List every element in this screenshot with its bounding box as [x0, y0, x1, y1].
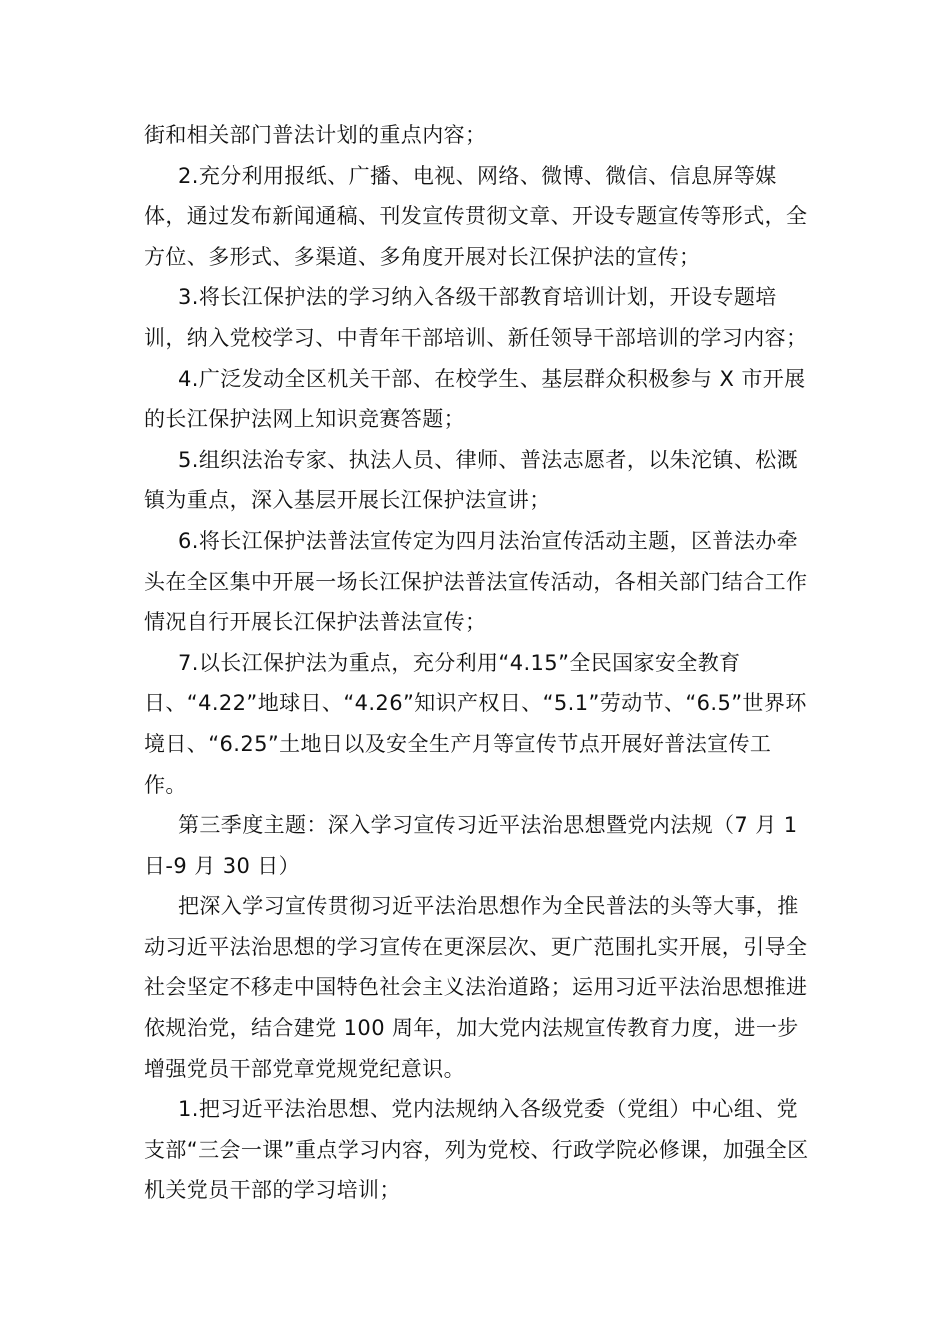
paragraph-continuation: 街和相关部门普法计划的重点内容；: [144, 123, 487, 147]
paragraph-item-7: 7.以长江保护法为重点，充分利用“4.15”全民国家安全教育日、“4.22”地球日、“4.26”知识产权日、“5.1”劳动节、“6.5”世界环境日、“6.25”土地日以及安全生产月等宣传节点开展好普法宣传工作。: [144, 650, 807, 797]
paragraph-q3-item-1: 1.把习近平法治思想、党内法规纳入各级党委（党组）中心组、党支部“三会一课”重点学习内容，列为党校、行政学院必修课，加强全区机关党员干部的学习培训；: [144, 1097, 809, 1203]
paragraph-item-4: 4.广泛发动全区机关干部、在校学生、基层群众积极参与 X 市开展的长江保护法网上知识竞赛答题；: [144, 366, 806, 432]
section-heading-q3: 第三季度主题：深入学习宣传习近平法治思想暨党内法规（7 月 1 日-9 月 30 日）: [144, 813, 798, 878]
paragraph-q3-intro: 把深入学习宣传贯彻习近平法治思想作为全民普法的头等大事，推动习近平法治思想的学习宣传在更深层次、更广范围扎实开展，引导全社会坚定不移走中国特色社会主义法治道路；运用习近平法治思想推进依规治党，结合建党 100 周年，加大党内法规宣传教育力度，进一步增强党员干部党章党规党纪意识。: [144, 894, 808, 1081]
paragraph-item-5: 5.组织法治专家、执法人员、律师、普法志愿者，以朱沱镇、松溉镇为重点，深入基层开展长江保护法宣讲；: [144, 447, 799, 513]
paragraph-item-2: 2.充分利用报纸、广播、电视、网络、微博、微信、信息屏等媒体，通过发布新闻通稿、刊发宣传贯彻文章、开设专题宣传等形式，全方位、多形式、多渠道、多角度开展对长江保护法的宣传；: [144, 163, 808, 269]
document-body: [144, 115, 814, 1211]
paragraph-item-6: 6.将长江保护法普法宣传定为四月法治宣传活动主题，区普法办牵头在全区集中开展一场长江保护法普法宣传活动，各相关部门结合工作情况自行开展长江保护法普法宣传；: [144, 528, 808, 635]
paragraph-item-3: 3.将长江保护法的学习纳入各级干部教育培训计划，开设专题培训，纳入党校学习、中青年干部培训、新任领导干部培训的学习内容；: [144, 285, 808, 350]
